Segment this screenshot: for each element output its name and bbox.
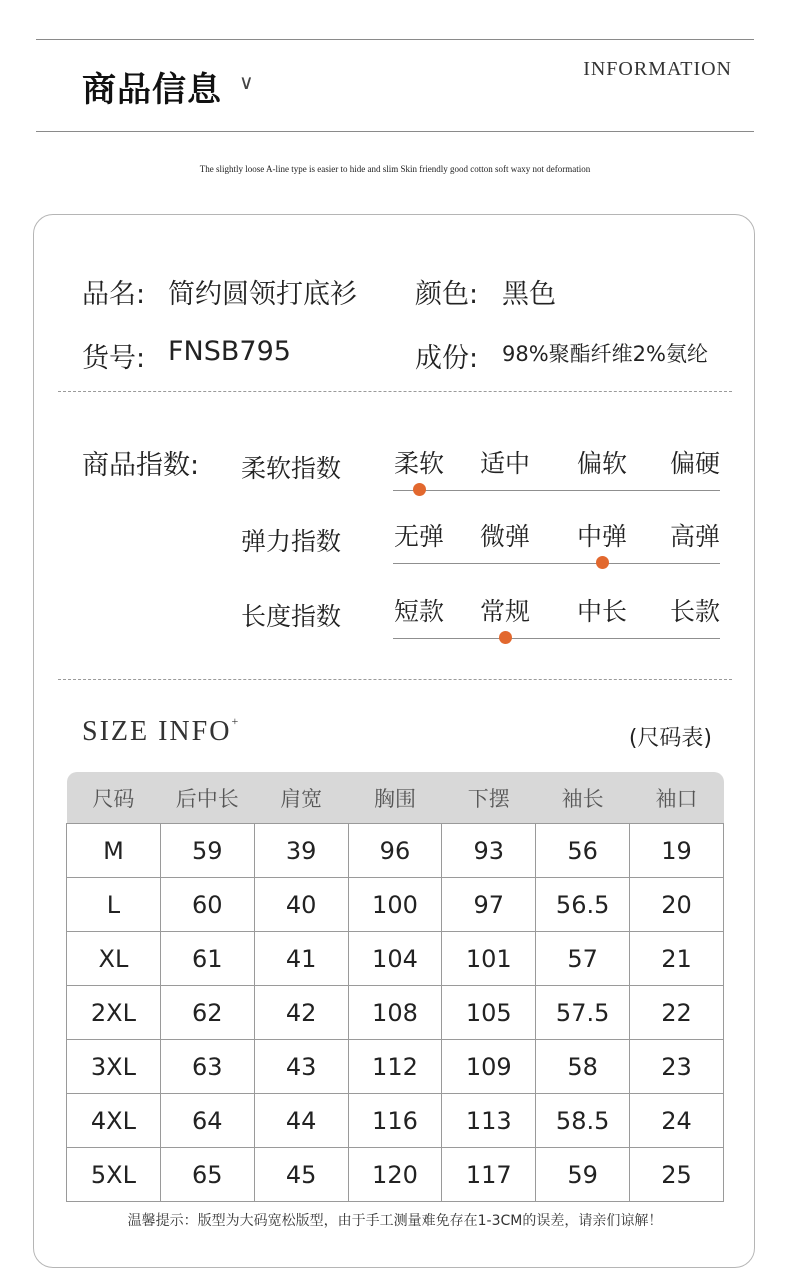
table-cell: 120 xyxy=(348,1148,442,1202)
table-cell: 104 xyxy=(348,932,442,986)
index-option: 偏硬 xyxy=(669,449,720,478)
index-label: 商品指数: xyxy=(82,450,200,481)
table-cell: 109 xyxy=(442,1040,536,1094)
table-cell: 59 xyxy=(160,824,254,878)
table-cell: 2XL xyxy=(67,986,161,1040)
table-header-cell: 袖长 xyxy=(536,772,630,824)
table-cell: 21 xyxy=(630,932,724,986)
material-value: 98%聚酯纤维2%氨纶 xyxy=(502,342,708,366)
sku-label: 货号: xyxy=(82,343,146,374)
table-cell: 43 xyxy=(254,1040,348,1094)
table-cell: 39 xyxy=(254,824,348,878)
index-option: 无弹 xyxy=(393,522,444,551)
table-cell: 64 xyxy=(160,1094,254,1148)
table-cell: 97 xyxy=(442,878,536,932)
table-cell: 58.5 xyxy=(536,1094,630,1148)
table-cell: 113 xyxy=(442,1094,536,1148)
table-row xyxy=(67,932,724,986)
table-cell: XL xyxy=(67,932,161,986)
table-row xyxy=(67,986,724,1040)
top-rule xyxy=(36,39,754,40)
size-title-chinese: (尺码表) xyxy=(628,726,712,751)
table-cell: 59 xyxy=(536,1148,630,1202)
table-cell: 117 xyxy=(442,1148,536,1202)
color-value: 黑色 xyxy=(502,279,556,310)
table-cell: 100 xyxy=(348,878,442,932)
index-track xyxy=(393,638,720,639)
divider xyxy=(58,391,732,392)
index-marker xyxy=(596,556,609,569)
table-cell: 112 xyxy=(348,1040,442,1094)
table-cell: 23 xyxy=(630,1040,724,1094)
table-cell: 105 xyxy=(442,986,536,1040)
title-english: INFORMATION xyxy=(583,58,732,80)
index-option: 长款 xyxy=(669,597,720,626)
table-cell: 22 xyxy=(630,986,724,1040)
table-cell: 41 xyxy=(254,932,348,986)
header-rule xyxy=(36,131,754,132)
table-row xyxy=(67,1148,724,1202)
index-row-name: 柔软指数 xyxy=(241,454,342,483)
index-track xyxy=(393,563,720,564)
table-cell: 58 xyxy=(536,1040,630,1094)
table-header-cell: 下摆 xyxy=(442,772,536,824)
index-option: 高弹 xyxy=(669,522,720,551)
table-cell: 24 xyxy=(630,1094,724,1148)
table-cell: 56.5 xyxy=(536,878,630,932)
index-row-name: 弹力指数 xyxy=(241,527,342,556)
size-tip: 温馨提示：版型为大码宽松版型，由于手工测量难免存在1-3CM的误差，请亲们谅解！ xyxy=(127,1213,663,1229)
table-cell: 4XL xyxy=(67,1094,161,1148)
index-option: 短款 xyxy=(393,597,444,626)
index-option: 常规 xyxy=(479,597,530,626)
index-track xyxy=(393,490,720,491)
table-cell: L xyxy=(67,878,161,932)
chevron-down-icon: ∨ xyxy=(239,70,254,94)
table-row xyxy=(67,1040,724,1094)
table-row xyxy=(67,824,724,878)
table-cell: 20 xyxy=(630,878,724,932)
subtitle: The slightly loose A-line type is easier to hide and slim Skin friendly good cotton soft waxy not deformation xyxy=(199,164,591,174)
page-title: 商品信息 xyxy=(82,70,222,110)
table-header-cell: 肩宽 xyxy=(254,772,348,824)
table-cell: 63 xyxy=(160,1040,254,1094)
index-option: 中弹 xyxy=(576,522,627,551)
table-cell: 45 xyxy=(254,1148,348,1202)
table-cell: 57.5 xyxy=(536,986,630,1040)
index-option: 柔软 xyxy=(393,449,444,478)
sku-value: FNSB795 xyxy=(168,336,291,367)
table-cell: M xyxy=(67,824,161,878)
table-cell: 3XL xyxy=(67,1040,161,1094)
table-cell: 93 xyxy=(442,824,536,878)
color-label: 颜色: xyxy=(415,279,479,310)
table-header-cell: 尺码 xyxy=(67,772,161,824)
table-cell: 56 xyxy=(536,824,630,878)
table-cell: 5XL xyxy=(67,1148,161,1202)
name-label: 品名: xyxy=(82,279,146,310)
index-option: 微弹 xyxy=(479,522,530,551)
table-header-cell: 袖口 xyxy=(630,772,724,824)
divider xyxy=(58,679,732,680)
table-cell: 40 xyxy=(254,878,348,932)
table-row xyxy=(67,878,724,932)
index-marker xyxy=(499,631,512,644)
table-cell: 65 xyxy=(160,1148,254,1202)
table-cell: 44 xyxy=(254,1094,348,1148)
table-cell: 61 xyxy=(160,932,254,986)
material-label: 成份: xyxy=(415,343,479,374)
table-cell: 42 xyxy=(254,986,348,1040)
table-header-cell: 后中长 xyxy=(160,772,254,824)
index-row-name: 长度指数 xyxy=(241,602,342,631)
index-option: 中长 xyxy=(576,597,627,626)
table-cell: 101 xyxy=(442,932,536,986)
table-header-cell: 胸围 xyxy=(348,772,442,824)
table-cell: 62 xyxy=(160,986,254,1040)
table-cell: 108 xyxy=(348,986,442,1040)
table-cell: 25 xyxy=(630,1148,724,1202)
table-cell: 57 xyxy=(536,932,630,986)
table-cell: 19 xyxy=(630,824,724,878)
table-cell: 96 xyxy=(348,824,442,878)
table-row xyxy=(67,1094,724,1148)
index-option: 适中 xyxy=(479,449,530,478)
table-cell: 116 xyxy=(348,1094,442,1148)
size-table xyxy=(66,772,724,1202)
table-cell: 60 xyxy=(160,878,254,932)
index-marker xyxy=(413,483,426,496)
size-title-english: SIZE INFO+ xyxy=(82,714,241,747)
name-value: 简约圆领打底衫 xyxy=(168,279,357,310)
index-option: 偏软 xyxy=(576,449,627,478)
